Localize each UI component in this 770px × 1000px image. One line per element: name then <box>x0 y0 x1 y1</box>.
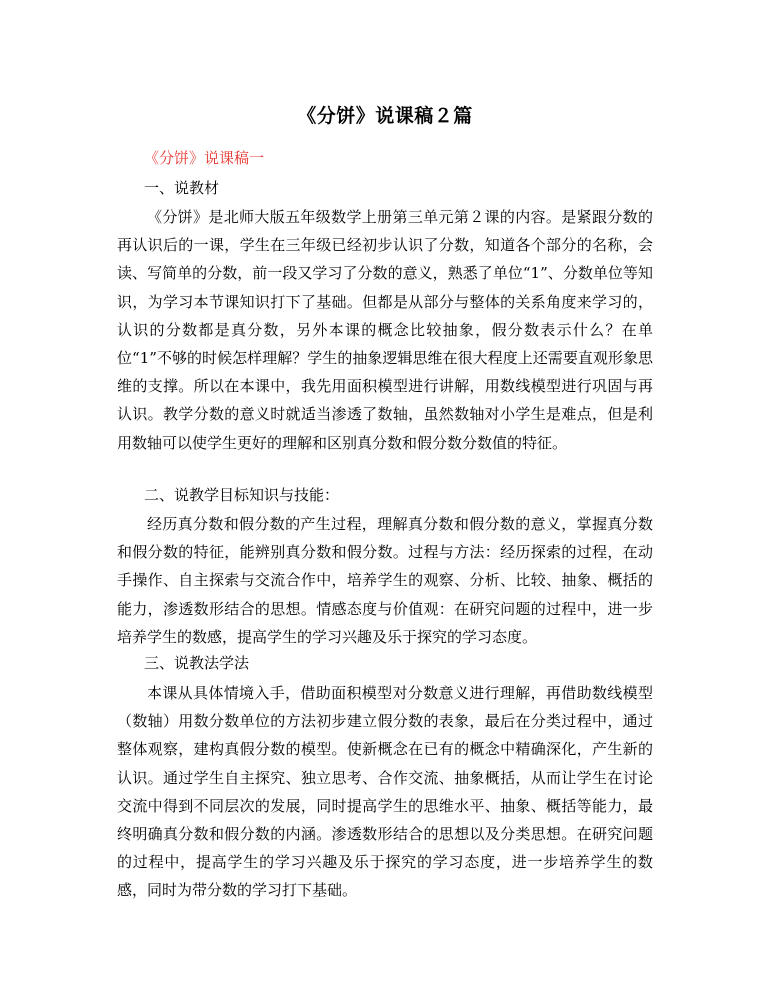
section-paragraph-methods: 本课从具体情境入手，借助面积模型对分数意义进行理解，再借助数线模型（数轴）用数分数单位的方法初步建立假分数的表象，最后在分类过程中，通过整体观察，建构真假分数的模型。使新概念在已有的概念中精确深化，产生新的认识。通过学生自主探究、独立思考、合作交流、抽象概括，从而让学生在讨论交流中得到不同层次的发展，同时提高学生的思维水平、抽象、概括等能力，最终明确真分数和假分数的内涵。渗透数形结合的思想以及分类思想。在研究问题的过程中，提高学生的学习兴趣及乐于探究的学习态度，进一步培养学生的数感，同时为带分数的学习打下基础。 <box>117 684 653 900</box>
section-paragraph-objectives: 经历真分数和假分数的产生过程，理解真分数和假分数的意义，掌握真分数和假分数的特征，能辨别真分数和假分数。过程与方法：经历探索的过程，在动手操作、自主探索与交流合作中，培养学生的观察、分析、比较、抽象、概括的能力，渗透数形结合的思想。情感态度与价值观：在研究问题的过程中，进一步培养学生的数感，提高学生的学习兴趣及乐于探究的学习态度。 <box>117 515 653 646</box>
section-paragraph-textbook: 《分饼》是北师大版五年级数学上册第三单元第２课的内容。是紧跟分数的再认识后的一课，学生在三年级已经初步认识了分数，知道各个部分的名称，会读、写简单的分数，前一段又学习了分数的意义，熟悉了单位“1”、分数单位等知识，为学习本节课知识打下了基础。但都是从部分与整体的关系角度来学习的，认识的分数都是真分数，另外本课的概念比较抽象，假分数表示什么？在单位“1”不够的时候怎样理解？学生的抽象逻辑思维在很大程度上还需要直观形象思维的支撑。所以在本课中，我先用面积模型进行讲解，用数线模型进行巩固与再认识。教学分数的意义时就适当渗透了数轴，虽然数轴对小学生是难点，但是利用数轴可以使学生更好的理解和区别真分数和假分数分数值的特征。 <box>117 208 653 452</box>
document-title: 《分饼》说课稿２篇 <box>297 105 473 127</box>
document-subtitle: 《分饼》说课稿一 <box>144 149 265 167</box>
section-heading-textbook: 一、说教材 <box>144 179 220 197</box>
section-heading-methods: 三、说教法学法 <box>144 654 250 672</box>
section-heading-objectives: 二、说教学目标知识与技能： <box>144 486 340 504</box>
